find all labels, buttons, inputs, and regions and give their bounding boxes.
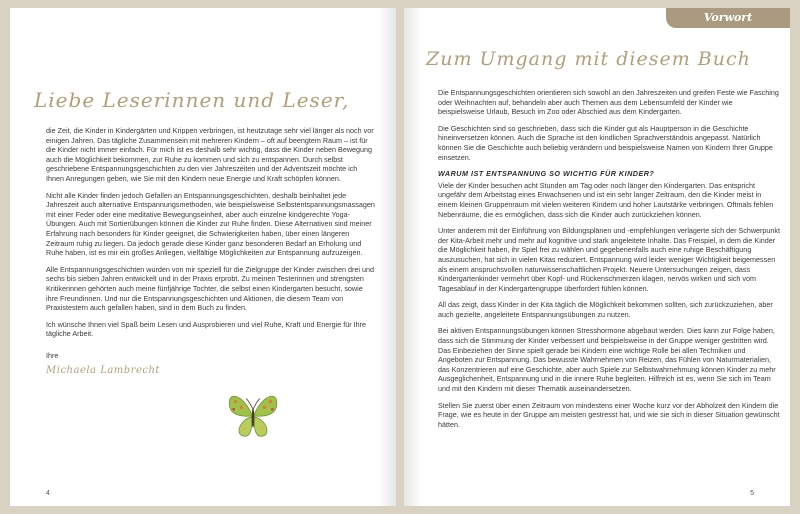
paragraph: Unter anderem mit der Einführung von Bildungsplänen und -empfehlungen verlagerte sich der Schwerpunkt der Kita-Arbeit mehr und mehr auf kognitive und stark angeleitete Inhalte. Das Freispiel, in dem die Kinder die Möglichkeit haben, ihr Spiel frei zu wählen und gegebenenfalls auch eine ruhige Beschäftigung auszusuchen, hat sich in vielen Kitas reduziert. Entspannung wird leider weniger Wichtigkeit beigemessen als einem anspruchsvollen naturwissenschaftlichen Projekt. Neuere Untersuchungen zeigen, dass Kindergartenkinder vermehrt über Kopf- und Rückenschmerzen klagen, nervös wirken und sich vom Tagesablauf in der Kindergartengruppe überfordert fühlen können. [438,226,781,293]
left-page [10,8,396,506]
paragraph: All das zeigt, dass Kinder in der Kita täglich die Möglichkeit bekommen sollten, sich zurückzuziehen, aber auch gezielte, angeleitete Entspannungsübungen zu nutzen. [438,300,773,319]
gutter-shadow [378,8,396,506]
paragraph: Stellen Sie zuerst über einen Zeitraum von mindestens einer Woche kurz vor der Abholzeit den Kindern die Frage, wie es heute in der Gruppe am meisten gestresst hat, und wie sie sich in dieser Situation gewünscht hätten. [438,400,780,429]
right-page [404,8,790,506]
paragraph: Alle Entspannungsgeschichten wurden von mir speziell für die Zielgruppe der Kinder zwischen drei und sechs bis sieben Jahren entwickelt und in der Praxis erprobt. Zu meinen Testerinnen und strengsten Kritikerinnen gehörten auch meine fünfjährige Tochter, die selbst einen Kindergarten besucht, sowie ihre Freundinnen. Und nur die Entspannungsgeschichten und Aktionen, die diesem Team von Praxistestern auch gefallen haben, sind in dem Buch zu finden. [46,264,375,313]
right-page-body [438,88,780,436]
paragraph: Viele der Kinder besuchen acht Stunden am Tag oder noch länger den Kindergarten. Das entspricht ungefähr dem Arbeitstag eines Erwachsenen und ist ein sehr langer Zeitraum, den die Kinder meist in einem kleinen Gruppenraum mit vielen weiteren Kindern und hoher Lautstärke verbringen. Oftmals fehlen Nebenräume, die es ermöglichen, dass sich die Kinder auch zurückziehen können. [438,180,774,219]
paragraph: die Zeit, die Kinder in Kindergärten und Krippen verbringen, ist heutzutage sehr viel länger als noch vor einigen Jahren. Das tägliche Zusammensein mit mehreren Kindern – oft auf beengtem Raum – ist für die Kinder nicht immer einfach. Für mich ist es deshalb sehr wichtig, dass die Kinder neben Bewegung auch die Möglichkeit bekommen, zur Ruhe zu kommen und sich zu entspannen. Durch selbst geschriebene Entspannungsgeschichten zu den vier Jahreszeiten und der Adventszeit möchte ich Ihnen Anregungen geben, wie Sie mit den Kindern neue Energie und Kraft schöpfen können. [46,126,374,183]
paragraph: Die Geschichten sind so geschrieben, dass sich die Kinder gut als Hauptperson in die Geschichte hineinversetzen können. Auch die Sprache ist den kindlichen Sprachverständnis angepasst. Natürlich können Sie die Geschichte auch beliebig verändern und beispielsweise Namen von Kindern Ihrer Gruppe einsetzen. [438,123,773,162]
paragraph: Nicht alle Kinder finden jedoch Gefallen an Entspannungsgeschichten, deshalb beinhaltet jede Jahreszeit auch alternative Entspannungsmethoden, wie beispielsweise Selbstentspannungsmassagen mit einer Feder oder eine meditative Bewegungseinheit, aber auch einzelne kindgerechte Yoga-Übungen. Auch mit Sortierübungen können die Kinder zur Ruhe finden. Diese Alternativen sind meiner Erfahrung nach besonders für Kinder geeignet, die Schwierigkeiten haben, über einen längeren Zeitraum ruhig zu liegen. Da jedoch gerade diese Kinder ganz besonderen Bedarf an Erholung und Ruhe haben, ist es mir ein großes Anliegen, vielfältige Möglichkeiten zur Entspannung aufzuzeigen. [46,190,375,258]
paragraph: Die Entspannungsgeschichten orientieren sich sowohl an den Jahreszeiten und greifen Feste wie Fasching oder Weihnachten auf, behandeln aber auch Themen aus dem Lebensumfeld der Kinder wie beispielsweise Urlaub, Besuch im Zoo oder Abschied aus dem Kindergarten. [438,88,779,117]
signature: Michaela Lambrecht [46,365,160,377]
paragraph: Ich wünsche Ihnen viel Spaß beim Lesen und Ausprobieren und viel Ruhe, Kraft und Energie für Ihre tägliche Arbeit. [46,319,367,339]
paragraph: Bei aktiven Entspannungsübungen können Stresshormone abgebaut werden. Dies kann zur Folge haben, dass sich die Stimmung der Kinder verbessert und beispielsweise in der Gruppe weniger gestritten wird. Das Einbeziehen der Sinne spielt gerade bei Kindern eine wichtige Rolle bei allen Techniken und Angeboten zur Entspannung. Das bewusste Wahrnehmen von Reizen, das Fühlen von Naturmaterialien, das Konzentrieren auf eine Geschichte, aber auch Spiele zur Selbstwahrnehmung können Kinder zu mehr Ausgeglichenheit, Entspannung und in die innere Ruhe begleiten. Hilfreich ist es, wenn Sie sich im Team und mit den Kindern mit dieser Thematik auseinandersetzen. [438,326,776,394]
left-page-title: Liebe Leserinnen und Leser, [34,88,350,112]
gutter-shadow [404,8,422,506]
section-tab: Vorwort [666,8,790,28]
page-number-right: 5 [750,490,754,497]
right-page-title: Zum Umgang mit diesem Buch [426,48,751,70]
butterfly-icon [224,386,282,444]
closing: Ihre [46,350,59,360]
left-page-body [46,126,376,376]
page-number-left: 4 [46,490,50,497]
subheading: WARUM IST ENTSPANNUNG SO WICHTIG FÜR KINDER? [438,169,655,179]
